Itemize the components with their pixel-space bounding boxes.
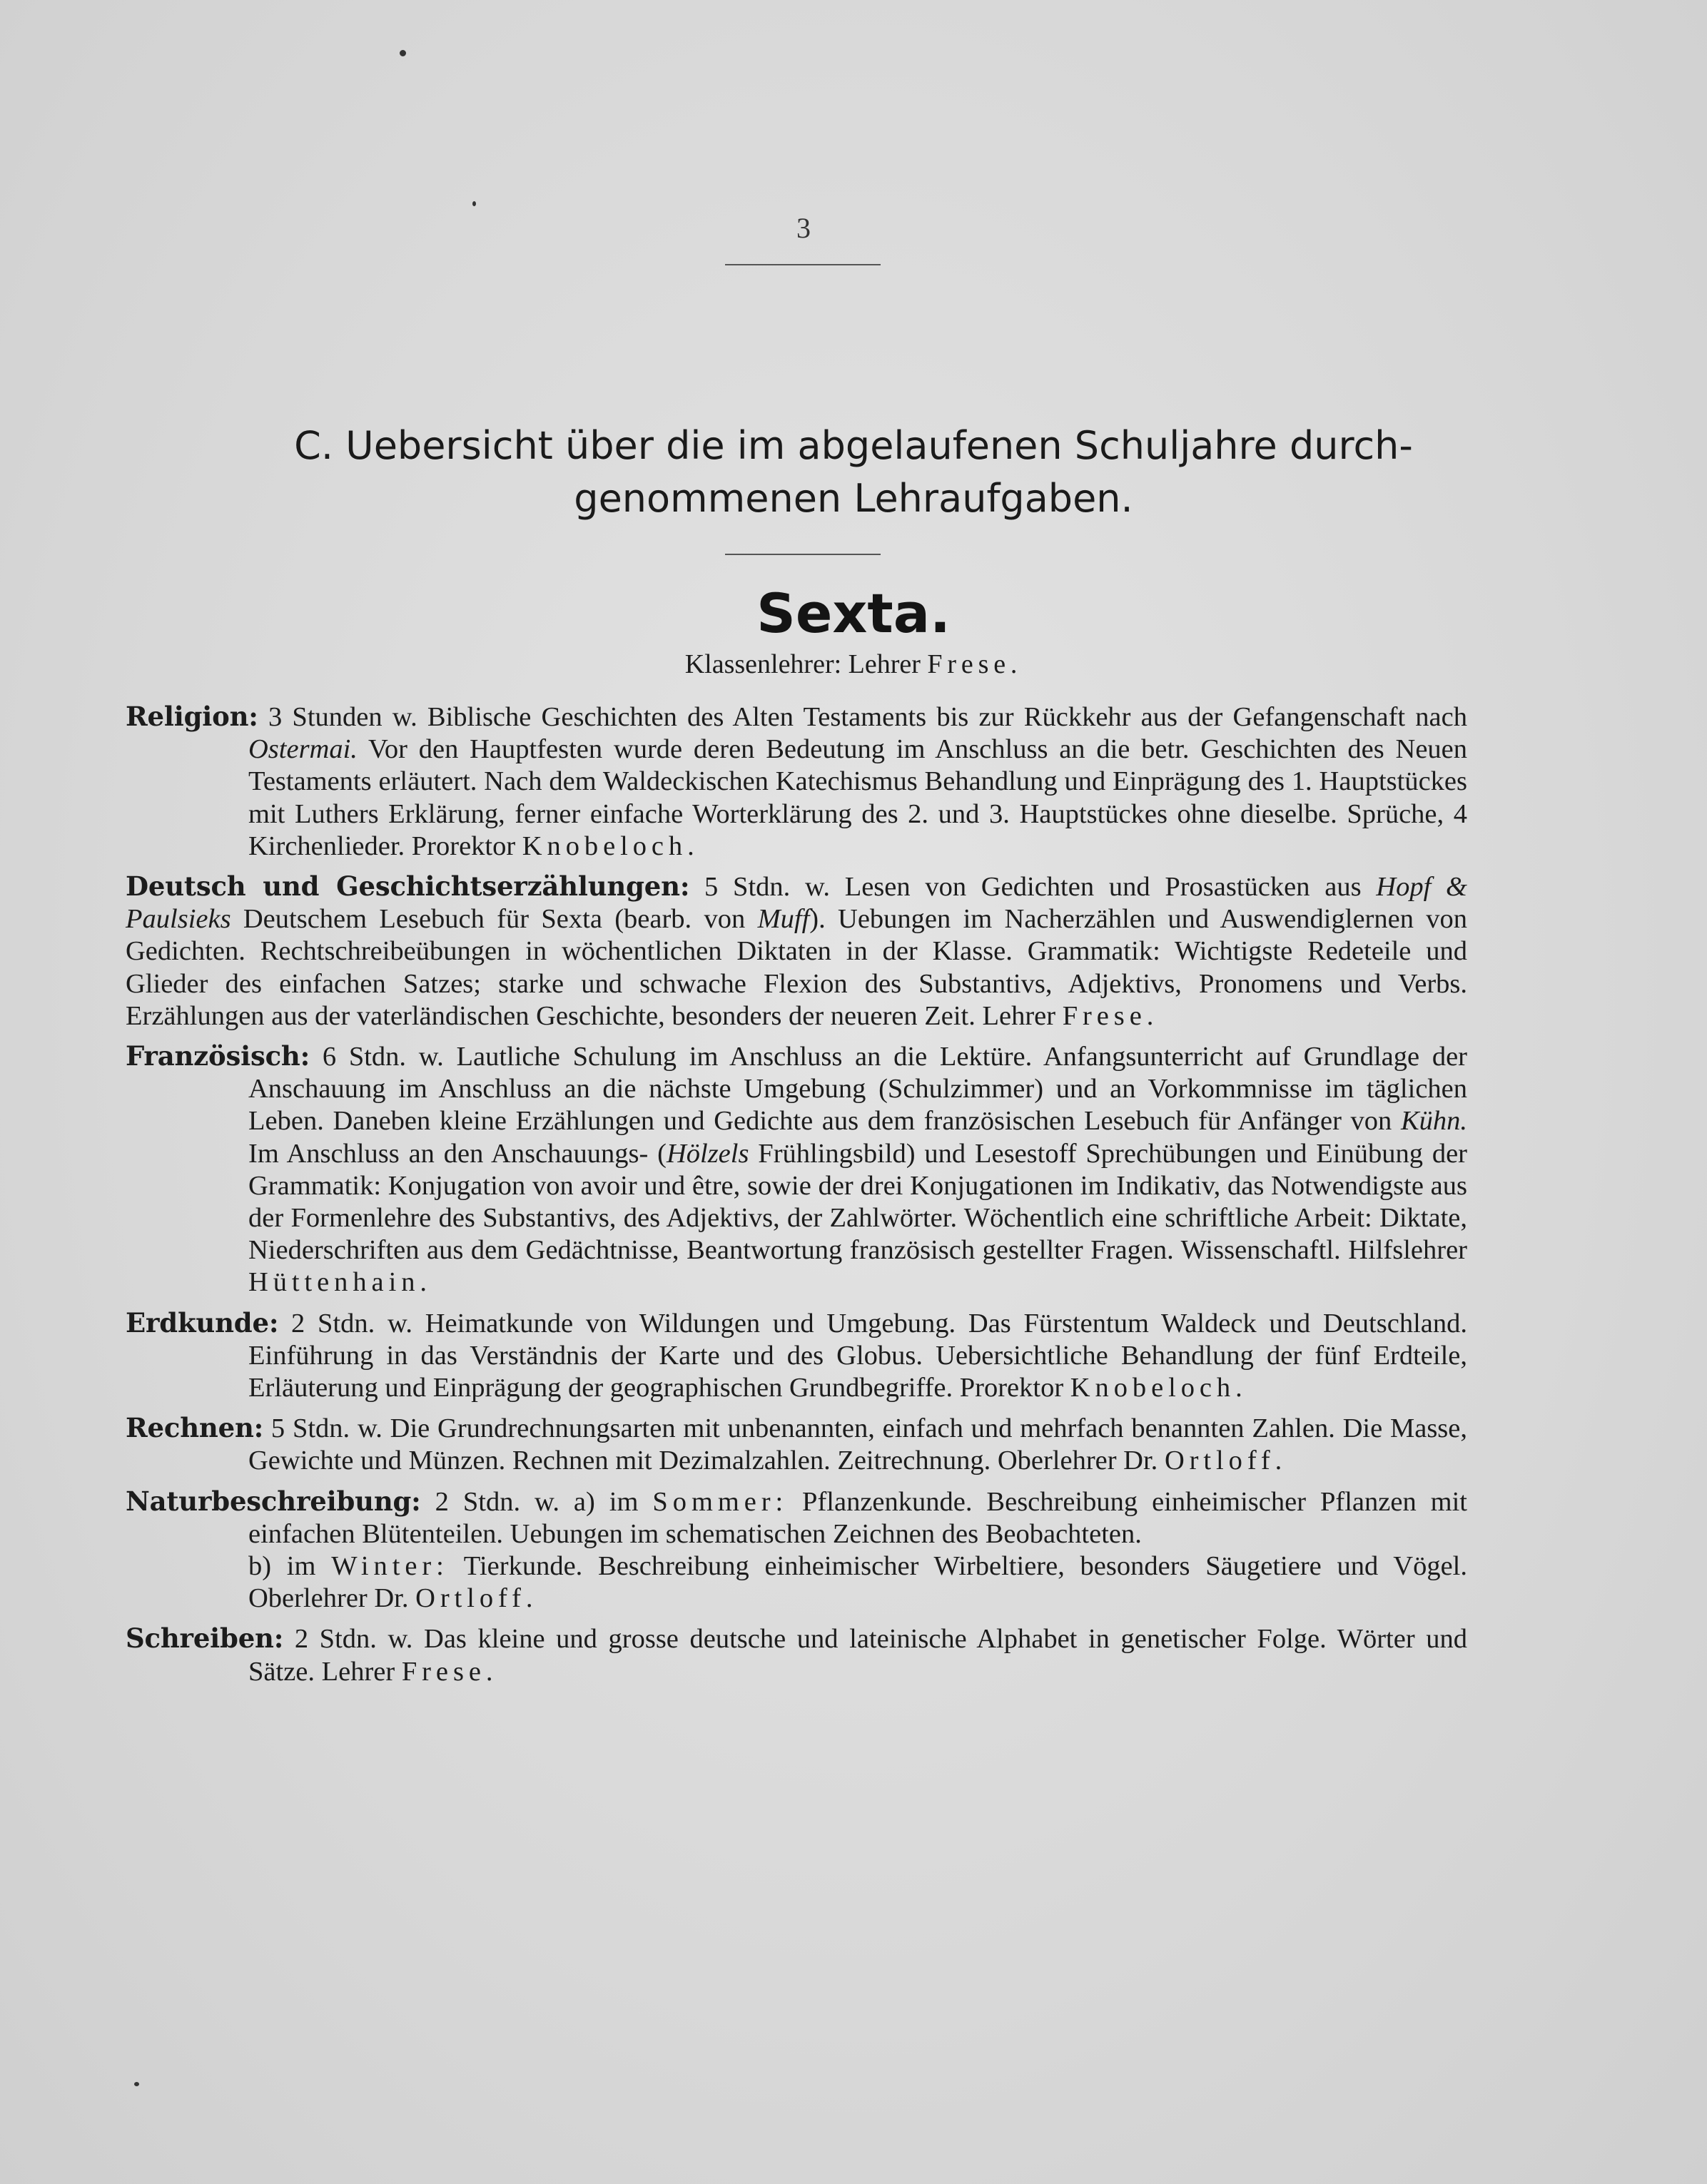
subject-text-italic: Hölzels — [666, 1138, 749, 1169]
subject-name: Schreiben: — [126, 1622, 284, 1655]
subject-teacher: Hüttenhain. — [248, 1267, 432, 1298]
subject-religion — [126, 701, 1467, 863]
subject-text: 2 Stdn. w. Heimatkunde von Wildungen und Umgebung. Das Fürstentum Waldeck und Deutschland. Einführung in das Verständnis der Karte und des Globus. Uebersichtliche Behandlung der fünf Erdteile, Erläuterung und Einprägung der geographischen Grundbegriffe. Prorektor — [248, 1308, 1467, 1403]
subject-text: Deutschem Lesebuch für Sexta (bearb. von — [231, 904, 758, 935]
subject-text: ). Uebungen im Nacherzählen und Auswendiglernen von Gedichten. Rechtschreibeübungen in wöchentlichen Diktaten in der Klasse. Grammatik: Wichtigste Redeteile und Glieder des einfachen Satzes; starke und schwache Flexion des Substantivs, Adjektivs, Pronomens und Verbs. Erzählungen aus der vaterländischen Geschichte, besonders der neueren Zeit. Lehrer — [126, 904, 1467, 1031]
subject-name: Französisch: — [126, 1040, 310, 1072]
subject-text: 2 Stdn. w. Das kleine und grosse deutsche und lateinische Alphabet in genetischer Folge. Wörter und Sätze. Lehrer — [248, 1624, 1467, 1687]
subject-name: Erdkunde: — [126, 1306, 279, 1339]
class-teacher-name: Frese. — [927, 649, 1023, 679]
class-title: Sexta. — [756, 581, 951, 645]
subject-name: Rechnen: — [126, 1412, 264, 1444]
subject-deutsch — [126, 870, 1467, 1032]
subject-text-italic: Hopf & Paulsieks — [126, 872, 1467, 935]
subject-name: Religion: — [126, 701, 258, 732]
subject-text: 6 Stdn. w. Lautliche Schulung im Anschluss an die Lektüre. Anfangsunterricht auf Grundlage der Anschauung im Anschluss an die nächste Umgebung (Schulzimmer) und an Vorkommnisse im täglichen Leben. Daneben kleine Erzählungen und Gedichte aus dem französischen Lesebuch für Anfänger von — [248, 1042, 1467, 1137]
print-speck — [400, 50, 406, 56]
subject-text: 5 Stdn. w. Die Grundrechnungsarten mit unbenannten, einfach und mehrfach benannten Zahlen. Die Masse, Gewichte und Münzen. Rechnen mit Dezimalzahlen. Zeitrechnung. Oberlehrer Dr. — [248, 1413, 1467, 1476]
class-teacher-label: Klassenlehrer: Lehrer — [684, 649, 921, 679]
subject-text: 2 Stdn. w. a) im — [420, 1486, 653, 1517]
class-teacher — [0, 646, 1707, 682]
header-divider — [725, 264, 881, 265]
section-heading-line-2: genommenen Lehraufgaben. — [574, 476, 1133, 521]
subject-teacher: Frese. — [401, 1656, 498, 1687]
subject-teacher: Ortloff. — [415, 1583, 538, 1614]
subject-text-italic: Ostermai. — [248, 734, 358, 765]
section-heading-line-1: C. Uebersicht über die im abgelaufenen Schuljahre durch- — [294, 423, 1413, 468]
subject-name: Deutsch und Geschichtserzählungen: — [126, 870, 690, 903]
subject-teacher: Ortloff. — [1164, 1446, 1287, 1476]
subject-teacher: Knobeloch. — [1070, 1373, 1247, 1403]
print-speck — [472, 201, 476, 206]
subject-text: Pflanzenkunde. Beschreibung einheimischer Pflanzen mit einfachen Blütenteilen. Uebungen im schematischen Zeichnen des Beobachteten. — [248, 1486, 1467, 1549]
subject-teacher: Knobeloch. — [522, 831, 699, 861]
subject-text: 3 Stunden w. Biblische Geschichten des Alten Testaments bis zur Rückkehr aus der Gefangenschaft nach — [258, 702, 1467, 732]
subject-text-spaced: Winter: — [331, 1551, 449, 1582]
subject-rechnen — [126, 1412, 1467, 1477]
subject-naturbeschreibung — [126, 1485, 1467, 1550]
subject-teacher: Frese. — [1062, 1000, 1159, 1031]
subject-text-italic: Muff — [757, 904, 810, 935]
section-heading — [128, 420, 1579, 525]
subject-list — [126, 701, 1467, 1696]
subject-text: Im Anschluss an den Anschauungs- ( — [248, 1138, 667, 1169]
subject-text: 5 Stdn. w. Lesen von Gedichten und Prosastücken aus — [689, 872, 1377, 903]
subject-text: b) im — [248, 1551, 332, 1582]
subject-name: Naturbeschreibung: — [126, 1485, 421, 1517]
subject-text: Tierkunde. Beschreibung einheimischer Wirbeltiere, besonders Säugetiere und Vögel. Oberlehrer Dr. — [248, 1551, 1467, 1614]
subject-text: Frühlingsbild) und Lesestoff Sprechübungen und Einübung der Grammatik: Konjugation von avoir und être, sowie der drei Konjugationen im Indikativ, das Notwendigste aus der Formenlehre des Substantivs, des Adjektivs, der Zahlwörter. Wöchentlich eine schriftliche Arbeit: Diktate, Niederschriften aus dem Gedächtnisse, Beantwortung französisch gestellter Fragen. Wissenschaftl. Hilfslehrer — [248, 1138, 1467, 1266]
page-number: 3 — [796, 212, 811, 244]
subject-schreiben — [126, 1622, 1467, 1687]
print-speck — [134, 2082, 139, 2086]
subject-franzoesisch — [126, 1040, 1467, 1299]
subject-naturbeschreibung-part-b — [126, 1550, 1467, 1615]
subject-text-spaced: Sommer: — [652, 1486, 789, 1517]
subject-text: Vor den Hauptfesten wurde deren Bedeutung im Anschluss an die betr. Geschichten des Neuen Testaments erläutert. Nach dem Waldeckischen Katechismus Behandlung und Einprägung des 1. Hauptstückes mit Luthers Erklärung, ferner einfache Worterklärung des 2. und 3. Hauptstückes ohne dieselbe. Sprüche, 4 Kirchenlieder. Prorektor — [248, 734, 1467, 861]
section-divider — [725, 554, 881, 555]
subject-erdkunde — [126, 1307, 1467, 1405]
subject-text-italic: Kühn. — [1400, 1106, 1467, 1137]
